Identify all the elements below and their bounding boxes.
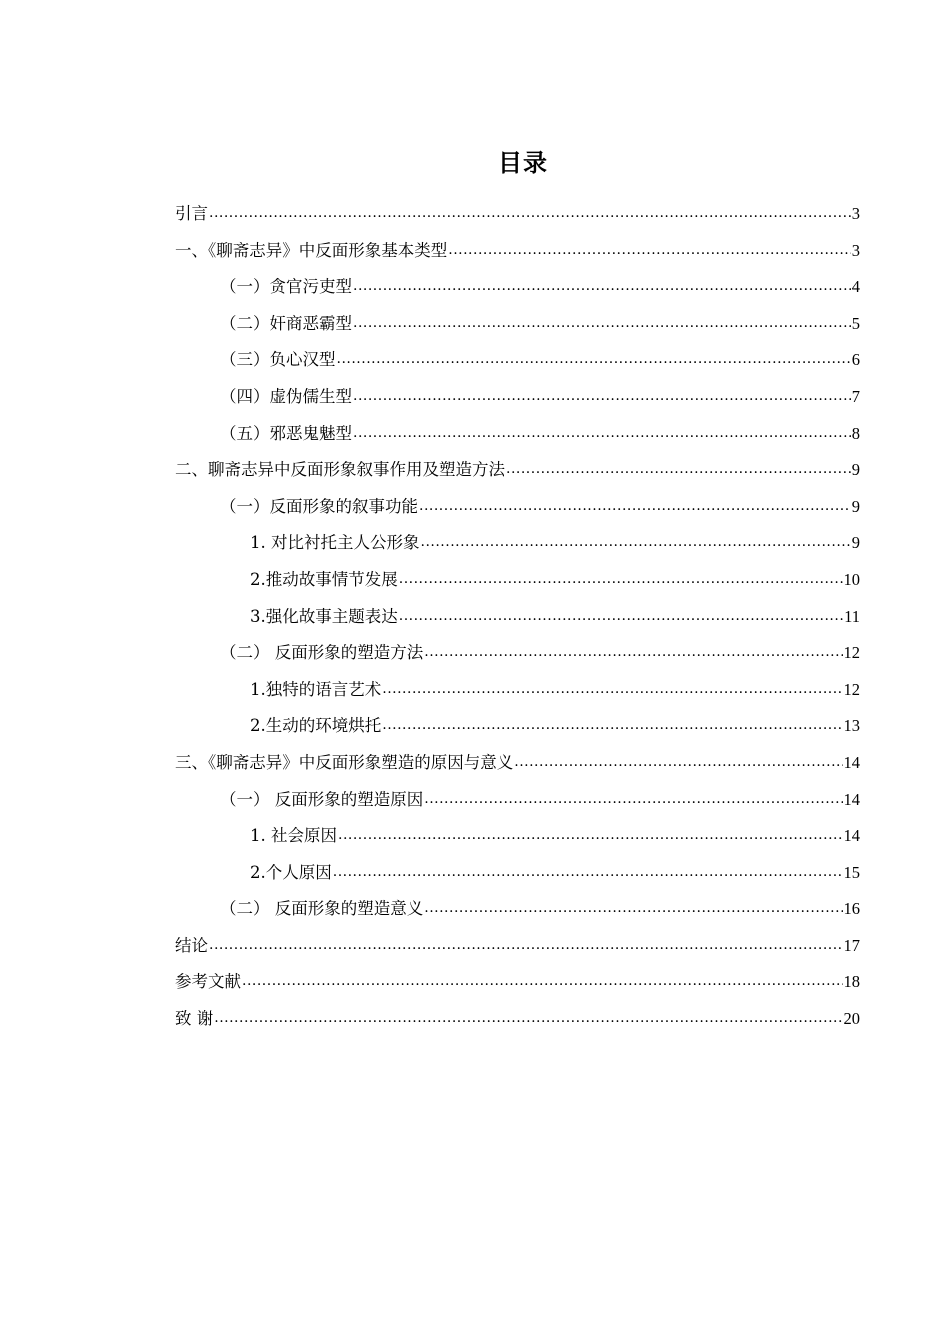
toc-page-number: 8 [851, 423, 860, 443]
toc-entry-text: （三）负心汉型 [220, 350, 336, 370]
toc-entry[interactable] [175, 233, 860, 270]
toc-leader-dots [399, 561, 843, 598]
toc-entry-text: 2.推动故事情节发展 [250, 569, 398, 589]
toc-entry[interactable] [175, 891, 860, 928]
toc-page-number: 17 [843, 935, 860, 955]
toc-page-number: 7 [851, 386, 860, 406]
toc-page-number: 14 [843, 789, 860, 809]
toc-leader-dots [214, 1000, 842, 1037]
toc-leader-dots [382, 707, 842, 744]
toc-entry[interactable] [175, 452, 860, 489]
toc-page-number: 3 [851, 240, 860, 260]
toc-entry[interactable] [175, 562, 860, 599]
toc-entry[interactable] [175, 818, 860, 855]
toc-leader-dots [421, 524, 851, 561]
toc-entry[interactable] [175, 342, 860, 379]
toc-page-number: 9 [851, 533, 860, 553]
toc-entry[interactable] [175, 1001, 860, 1038]
toc-entry-text: （五）邪恶鬼魅型 [220, 423, 352, 443]
toc-page-number: 20 [843, 1009, 860, 1029]
toc-entry[interactable] [175, 525, 860, 562]
toc-entry[interactable] [175, 599, 860, 636]
toc-page-number: 9 [851, 460, 860, 480]
toc-page-number: 11 [844, 606, 860, 626]
toc-entry-text: 1.独特的语言艺术 [250, 679, 382, 699]
toc-leader-dots [514, 744, 842, 781]
toc-leader-dots [424, 634, 842, 671]
toc-entry-text: 一、《聊斋志异》中反面形象基本类型 [175, 240, 448, 260]
toc-leader-dots [209, 927, 843, 964]
toc-entry[interactable] [175, 708, 860, 745]
toc-leader-dots [337, 341, 851, 378]
toc-entry-text: 2.个人原因 [250, 862, 332, 882]
toc-page-number: 16 [843, 899, 860, 919]
toc-entry-text: 参考文献 [175, 972, 241, 992]
table-of-contents [175, 196, 860, 1038]
toc-page-number: 4 [851, 277, 860, 297]
toc-leader-dots [209, 195, 851, 232]
toc-page-number: 9 [851, 496, 860, 516]
toc-page-number: 3 [851, 204, 860, 223]
toc-entry[interactable] [175, 745, 860, 782]
toc-entry[interactable] [175, 928, 860, 965]
toc-entry-text: （一）反面形象的叙事功能 [220, 496, 418, 516]
toc-entry-text: 三、《聊斋志异》中反面形象塑造的原因与意义 [175, 752, 514, 772]
toc-entry[interactable] [175, 635, 860, 672]
toc-leader-dots [424, 781, 842, 818]
toc-entry[interactable] [175, 416, 860, 453]
toc-leader-dots [338, 817, 843, 854]
toc-leader-dots [353, 378, 851, 415]
toc-entry-text: 结论 [175, 935, 208, 955]
toc-leader-dots [506, 451, 851, 488]
toc-entry-text: （四）虚伪儒生型 [220, 386, 352, 406]
toc-entry-text: 致 谢 [175, 1009, 214, 1029]
toc-entry[interactable] [175, 855, 860, 892]
toc-entry-text: （二） 反面形象的塑造意义 [220, 899, 424, 919]
toc-entry[interactable] [175, 379, 860, 416]
toc-entry-text: 3.强化故事主题表达 [250, 606, 398, 626]
toc-leader-dots [242, 963, 843, 1000]
toc-page-number: 6 [851, 350, 860, 370]
toc-entry-text: 二、聊斋志异中反面形象叙事作用及塑造方法 [175, 460, 505, 480]
toc-page-number: 10 [843, 569, 860, 589]
toc-entry-text: 引言 [175, 204, 208, 223]
toc-entry-text: 1. 社会原因 [250, 826, 337, 846]
toc-entry[interactable] [175, 306, 860, 343]
toc-entry[interactable] [175, 489, 860, 526]
toc-leader-dots [353, 268, 851, 305]
toc-leader-dots [333, 854, 843, 891]
toc-page-number: 5 [851, 313, 860, 333]
toc-leader-dots [448, 232, 851, 269]
toc-entry-text: （一） 反面形象的塑造原因 [220, 789, 424, 809]
toc-entry-text: （一）贪官污吏型 [220, 277, 352, 297]
toc-page-number: 13 [843, 716, 860, 736]
toc-leader-dots [399, 598, 843, 635]
toc-leader-dots [353, 305, 851, 342]
toc-page-number: 14 [843, 752, 860, 772]
toc-page-number: 15 [843, 862, 860, 882]
toc-entry-text: （二）奸商恶霸型 [220, 313, 352, 333]
toc-entry[interactable] [175, 196, 860, 233]
toc-leader-dots [424, 890, 842, 927]
toc-page-number: 12 [843, 679, 860, 699]
toc-leader-dots [382, 671, 842, 708]
toc-page-number: 14 [843, 826, 860, 846]
toc-entry-text: 1. 对比衬托主人公形象 [250, 533, 420, 553]
toc-entry-text: （二） 反面形象的塑造方法 [220, 643, 424, 663]
page-title: 目录 [498, 149, 548, 177]
toc-entry-text: 2.生动的环境烘托 [250, 716, 382, 736]
toc-entry[interactable] [175, 782, 860, 819]
toc-leader-dots [353, 415, 851, 452]
toc-entry[interactable] [175, 672, 860, 709]
toc-page-number: 18 [843, 972, 860, 992]
toc-entry[interactable] [175, 269, 860, 306]
toc-entry[interactable] [175, 964, 860, 1001]
toc-page-number: 12 [843, 643, 860, 663]
toc-leader-dots [419, 488, 851, 525]
